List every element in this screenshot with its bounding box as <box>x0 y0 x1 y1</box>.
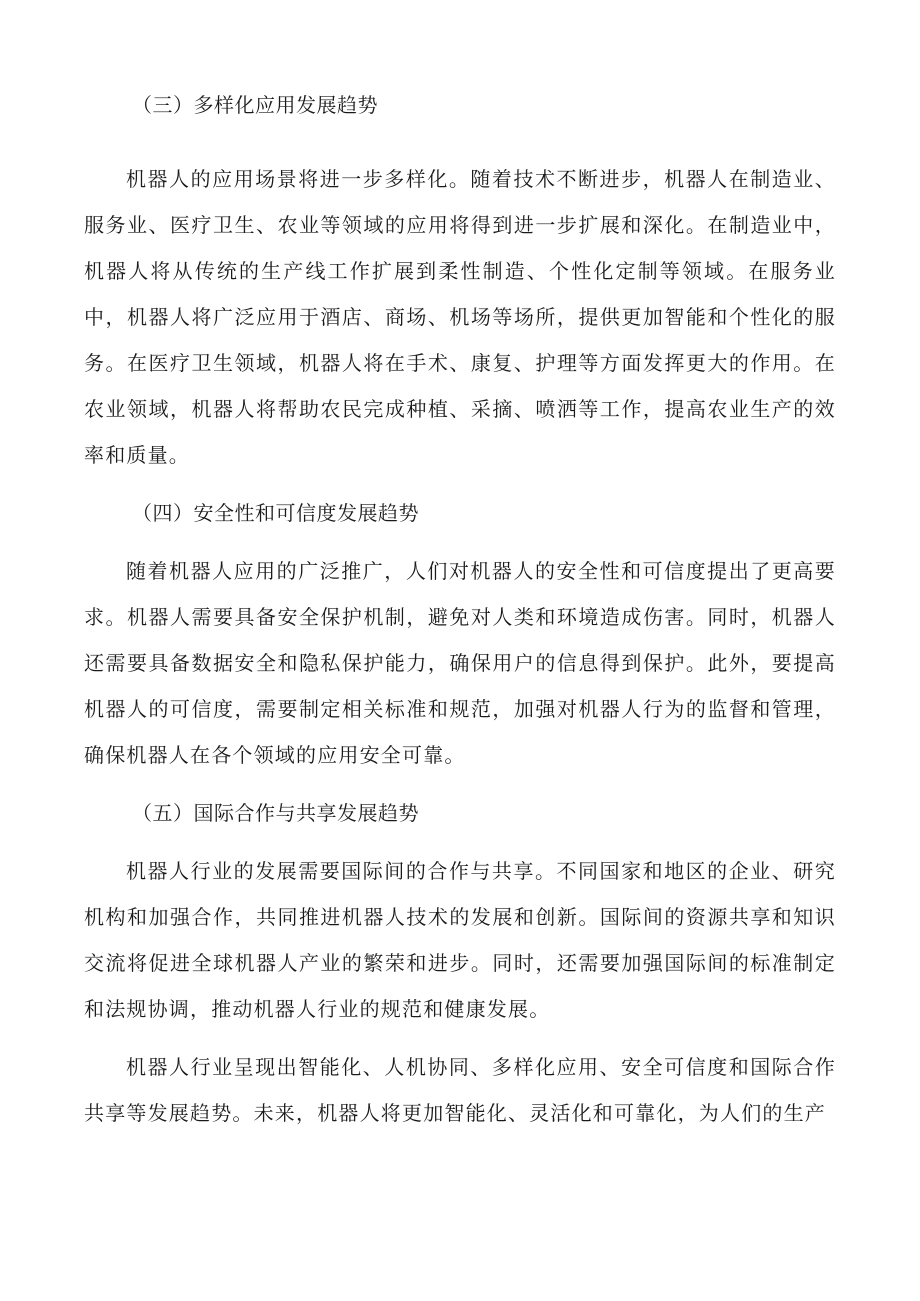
spacer <box>84 778 836 790</box>
spacer <box>84 478 836 490</box>
section-paragraph-4: 随着机器人应用的广泛推广，人们对机器人的安全性和可信度提出了更高要求。机器人需要具备安全保护机制，避免对人类和环境造成伤害。同时，机器人还需要具备数据安全和隐私保护能力，确保用户的信息得到保护。此外，要提高机器人的可信度，需要制定相关标准和规范，加强对机器人行为的监督和管理，确保机器人在各个领域的应用安全可靠。 <box>84 559 836 767</box>
section-paragraph-5: 机器人行业的发展需要国际间的合作与共享。不同国家和地区的企业、研究机构和加强合作，共同推进机器人技术的发展和创新。国际间的资源共享和知识交流将促进全球机器人产业的繁荣和进步。同时，还需要加强国际间的标准制定和法规协调，推动机器人行业的规范和健康发展。 <box>84 859 836 1021</box>
section-heading-4: （四）安全性和可信度发展趋势 <box>132 501 419 525</box>
spacer <box>84 1032 836 1044</box>
spacer <box>84 536 836 548</box>
section-heading-5: （五）国际合作与共享发展趋势 <box>132 801 419 825</box>
spacer <box>84 128 836 156</box>
section-heading-3: （三）多样化应用发展趋势 <box>132 93 378 117</box>
section-paragraph-3: 机器人的应用场景将进一步多样化。随着技术不断进步，机器人在制造业、服务业、医疗卫生、农业等领域的应用将得到进一步扩展和深化。在制造业中，机器人将从传统的生产线工作扩展到柔性制造、个性化定制等领域。在服务业中，机器人将广泛应用于酒店、商场、机场等场所，提供更加智能和个性化的服务。在医疗卫生领域，机器人将在手术、康复、护理等方面发挥更大的作用。在农业领域，机器人将帮助农民完成种植、采摘、喷洒等工作，提高农业生产的效率和质量。 <box>84 167 836 467</box>
spacer <box>84 836 836 848</box>
document-body <box>84 82 836 1136</box>
conclusion-paragraph: 机器人行业呈现出智能化、人机协同、多样化应用、安全可信度和国际合作共享等发展趋势。未来，机器人将更加智能化、灵活化和可靠化，为人们的生产 <box>84 1055 836 1125</box>
